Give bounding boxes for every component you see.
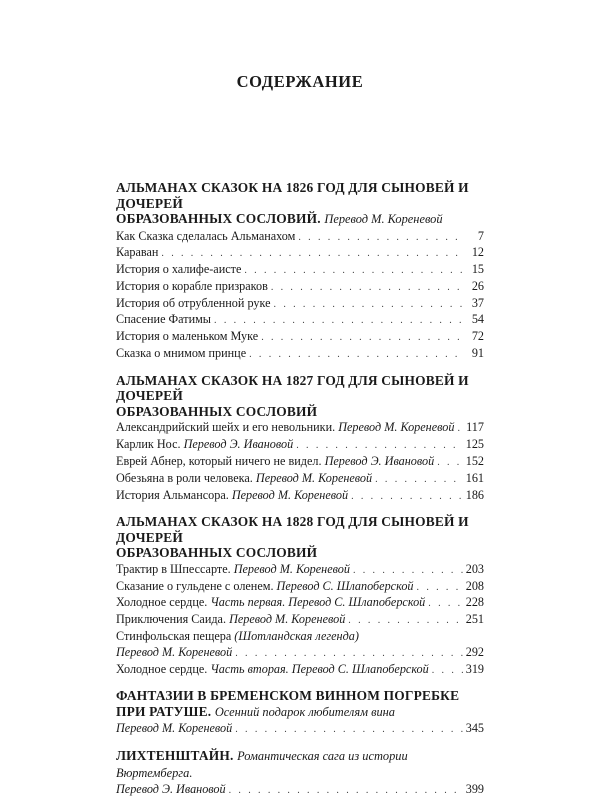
toc-entry[interactable]: Как Сказка сделалась Альманахом . . . 7 (116, 229, 484, 246)
page-number: 91 (471, 346, 484, 361)
section-heading (116, 748, 484, 782)
section-almanac-1827 (116, 373, 484, 504)
page-number: 54 (471, 312, 484, 327)
page-number: 12 (471, 245, 484, 260)
toc-entry[interactable]: Карлик Нос. Перевод Э. Ивановой . . . 125 (116, 437, 484, 454)
page-number: 117 (466, 420, 484, 435)
section-heading-line1: АЛЬМАНАХ СКАЗОК НА 1828 ГОД ДЛЯ СЫНОВЕЙ И ДОЧЕРЕЙ (116, 514, 469, 545)
toc-entry[interactable]: Холодное сердце. Часть вторая. Перевод С. Шлапоберской . . . 319 (116, 662, 484, 679)
translator-note: Перевод М. Кореневой (231, 487, 349, 502)
toc-entry[interactable]: Обезьяна в роли человека. Перевод М. Кореневой . . . 161 (116, 471, 484, 488)
translator-note: Перевод М. Кореневой (116, 644, 233, 659)
translator-note: Перевод Э. Ивановой (116, 782, 226, 797)
page-title: СОДЕРЖАНИЕ (236, 72, 364, 91)
toc-entry[interactable]: История о маленьком Муке . . . 72 (116, 329, 484, 346)
page-number: 26 (471, 278, 484, 293)
section-heading-line1: АЛЬМАНАХ СКАЗОК НА 1826 ГОД ДЛЯ СЫНОВЕЙ И ДОЧЕРЕЙ (116, 180, 469, 211)
translator-note: Перевод М. Кореневой (116, 721, 233, 736)
section-heading-title: ЛИХТЕНШТАЙН. (116, 748, 234, 764)
toc-entry-multiline[interactable]: Стинфольская пещера (Шотландская легенда) Перевод М. Кореневой . . . 292 (116, 629, 484, 662)
toc-entry[interactable]: Спасение Фатимы . . . 54 (116, 312, 484, 329)
page-number: 208 (465, 578, 484, 593)
section-heading-line1: АЛЬМАНАХ СКАЗОК НА 1827 ГОД ДЛЯ СЫНОВЕЙ И ДОЧЕРЕЙ (116, 372, 469, 404)
section-heading (116, 373, 484, 421)
toc-entry[interactable]: История о корабле призраков . . . 26 (116, 279, 484, 296)
translator-note: Перевод С. Шлапоберской (276, 578, 414, 593)
toc-entry[interactable]: Холодное сердце. Часть первая. Перевод С. Шлапоберской . . . 228 (116, 595, 484, 612)
section-heading (116, 514, 484, 562)
section-heading-line1: ФАНТАЗИИ В БРЕМЕНСКОМ ВИННОМ ПОГРЕБКЕ (116, 688, 460, 704)
toc-entry[interactable]: История об отрубленной руке . . . 37 (116, 296, 484, 313)
translator-note: Перевод М. Кореневой (233, 561, 350, 576)
section-heading-line2: ПРИ РАТУШЕ. (116, 703, 212, 719)
toc-entry[interactable]: История Альмансора. Перевод М. Кореневой . . . 186 (116, 488, 484, 505)
page-number: 161 (465, 470, 484, 485)
translator-note: Перевод Э. Ивановой (324, 453, 435, 468)
section-bremen-fantasies[interactable] (116, 688, 484, 738)
translator-note: Часть первая. Перевод С. Шлапоберской (210, 595, 426, 610)
toc-entry[interactable]: Сказание о гульдене с оленем. Перевод С. Шлапоберской . . . 208 (116, 579, 484, 596)
section-heading: АЛЬМАНАХ СКАЗОК НА 1826 ГОД ДЛЯ СЫНОВЕЙ И ДОЧЕРЕЙ ОБРАЗОВАННЫХ СОСЛОВИЙ. Перевод М. Кореневой (116, 180, 484, 229)
section-almanac-1828 (116, 514, 484, 678)
toc-entry[interactable]: Караван . . . 12 (116, 245, 484, 262)
section-subtitle: Осенний подарок любителям вина (214, 704, 395, 719)
section-translator: Перевод М. Кореневой (324, 212, 443, 226)
page-number: 345 (465, 721, 484, 736)
table-of-contents (116, 180, 484, 809)
page-number: 319 (465, 661, 484, 676)
toc-entry[interactable]: Александрийский шейх и его невольники. Перевод М. Кореневой . . . 117 (116, 420, 484, 437)
translator-note: Перевод М. Кореневой (229, 612, 346, 627)
section-subtitle: Романтическая сага из истории Вюртемберга. (116, 749, 408, 780)
page-number: 251 (465, 612, 484, 627)
toc-entry[interactable] (116, 721, 484, 738)
toc-entry[interactable] (116, 782, 484, 799)
page-number: 152 (465, 453, 484, 468)
translator-note: Перевод М. Кореневой (255, 470, 373, 485)
translator-note: Часть вторая. Перевод С. Шлапоберской (210, 661, 429, 676)
section-heading-line2: ОБРАЗОВАННЫХ СОСЛОВИЙ (116, 403, 318, 419)
page-number: 203 (465, 561, 484, 576)
page-number: 15 (471, 262, 484, 277)
toc-entry[interactable]: История о халифе-аисте . . . 15 (116, 262, 484, 279)
section-almanac-1826 (116, 180, 484, 363)
page-number: 7 (477, 228, 484, 243)
section-heading-line2: ОБРАЗОВАННЫХ СОСЛОВИЙ (116, 211, 318, 226)
translator-note: Перевод М. Кореневой (338, 420, 455, 435)
page-number: 399 (465, 782, 484, 797)
page-number: 125 (465, 437, 484, 452)
toc-entry[interactable]: Сказка о мнимом принце . . . 91 (116, 346, 484, 363)
toc-entry[interactable]: Приключения Саида. Перевод М. Кореневой . . . 251 (116, 612, 484, 629)
section-lichtenstein[interactable] (116, 748, 484, 799)
page-number: 72 (471, 329, 484, 344)
section-heading (116, 688, 484, 721)
toc-entry[interactable]: Еврей Абнер, который ничего не видел. Перевод Э. Ивановой . . . 152 (116, 454, 484, 471)
page-number: 37 (471, 295, 484, 310)
section-heading-line2: ОБРАЗОВАННЫХ СОСЛОВИЙ (116, 545, 318, 561)
page-number: 228 (465, 595, 484, 610)
legend-note: (Шотландская легенда) (234, 629, 359, 644)
toc-entry[interactable]: Трактир в Шпессарте. Перевод М. Кореневой . . . 203 (116, 562, 484, 579)
page-number: 292 (465, 644, 484, 659)
page-number: 186 (465, 487, 484, 502)
translator-note: Перевод Э. Ивановой (183, 437, 294, 452)
